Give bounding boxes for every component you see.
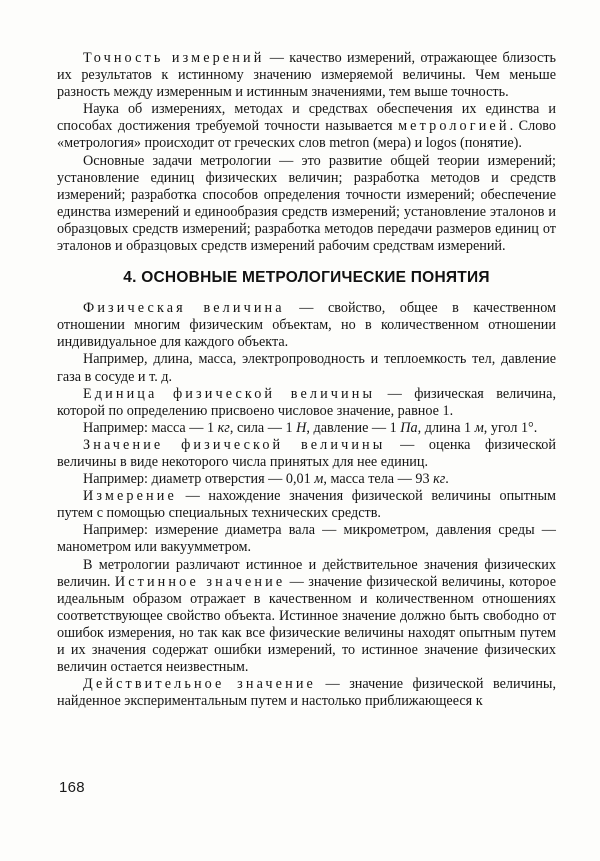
body-text: Па <box>400 419 418 436</box>
body-text: — оценка физической величины в виде некоторого числа принятых для нее единиц. <box>57 436 556 470</box>
body-text: Основные задачи метрологии — это развитие общей теории измерений; установление единиц физических величин; разработка методов и средств измерений; разработка способов определения точности измерений; обеспечение единства измерений и единообразия средств измерений; установление эталонов и образцовых средств измерений; разработка методов передачи размеров единиц от эталонов и образцовых средств измерений рабочим средствам измерений. <box>57 152 556 255</box>
paragraph <box>57 522 556 556</box>
paragraph <box>57 676 556 710</box>
text-column <box>57 50 556 710</box>
body-text: , сила — 1 <box>229 419 297 436</box>
term-text: метрологией <box>398 118 510 135</box>
term-text: Действительное значение <box>83 676 316 693</box>
body-text: , угол 1°. <box>483 419 538 436</box>
body-text: Например: масса — 1 <box>83 419 218 436</box>
concepts-section <box>57 300 556 710</box>
paragraph <box>57 420 556 437</box>
paragraph <box>57 488 556 522</box>
body-text: , давление — 1 <box>306 419 401 436</box>
section-heading: 4. ОСНОВНЫЕ МЕТРОЛОГИЧЕСКИЕ ПОНЯТИЯ <box>123 269 490 287</box>
body-text: кг <box>217 419 230 436</box>
page-number: 168 <box>59 779 85 796</box>
body-text: — физическая величина, которой по определению присвоено числовое значение, равное 1. <box>57 385 556 419</box>
paragraph <box>57 351 556 385</box>
body-text: — качество измерений, отражающее близость их результатов к истинному значению измеряемой величины. Чем меньше разность между измеренным и истинным значениями, тем выше точность. <box>57 50 557 101</box>
paragraph <box>57 153 556 256</box>
intro-section <box>57 50 556 255</box>
paragraph <box>57 300 556 351</box>
term-text: Значение физической величины <box>83 436 386 453</box>
paragraph <box>57 386 556 420</box>
term-text: Единица физической величины <box>83 385 376 402</box>
body-text: , масса тела — 93 <box>323 471 434 488</box>
body-text: кг <box>433 471 446 488</box>
body-text: Наука об измерениях, методах и средствах обеспечения их единства и способах достижения требуемой точности называется <box>57 101 556 135</box>
body-text: Н <box>296 419 307 436</box>
paragraph <box>57 471 556 488</box>
paragraph <box>57 557 556 677</box>
body-text: В метрологии различают истинное и действительное значения физических величин. <box>57 556 556 590</box>
body-text: — нахождение значения физической величины опытным путем с помощью специальных технических средств. <box>57 488 556 522</box>
body-text: Например: диаметр отверстия — 0,01 <box>83 471 315 488</box>
body-text: . <box>445 471 449 488</box>
term-text: Истинное значение <box>114 573 286 590</box>
paragraph <box>57 50 556 101</box>
body-text: м <box>314 471 324 488</box>
body-text: Например: измерение диаметра вала — микрометром, давления среды — манометром или вакуумметром. <box>57 522 556 556</box>
body-text: — значение физической величины, которое идеальным образом отражает в качественном и количественном отношениях соответствующее свойство объекта. Истинное значение должно быть свободно от ошибок измерения, но так как все физические величины находят опытным путем и их значения содержат ошибки измерений, то истинное значение физических величин остается неизвестным. <box>57 573 556 676</box>
body-text: — свойство, общее в качественном отношении многим физическим объектам, но в количественном отношении индивидуальное для каждого объекта. <box>57 300 557 351</box>
body-text: , длина 1 <box>417 419 475 436</box>
term-text: Физическая величина <box>83 300 285 317</box>
body-text: . Слово «метрология» происходит от греческих слов metron (мера) и logos (понятие). <box>57 118 556 152</box>
body-text: — значение физической величины, найденное экспериментальным путем и настолько приближающееся к <box>57 676 556 710</box>
term-text: Измерение <box>83 488 177 505</box>
body-text: Например, длина, масса, электропроводность и теплоемкость тел, давление газа в сосуде и т. д. <box>57 351 556 385</box>
paragraph <box>57 437 556 471</box>
body-text: м <box>474 419 484 436</box>
paragraph <box>57 101 556 152</box>
term-text: Точность измерений <box>83 50 265 66</box>
